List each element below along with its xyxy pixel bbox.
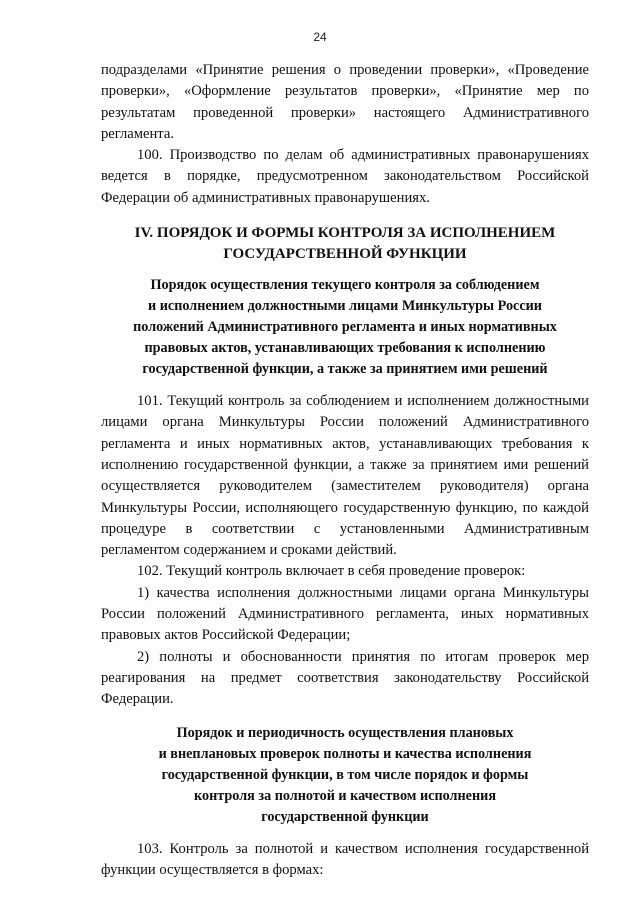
paragraph-100: 100. Производство по делам об административных правонарушениях ведется в порядке, предусмотренном законодательством Российской Федерации об административных правонарушениях. <box>101 147 589 206</box>
section-heading-iv <box>101 223 589 265</box>
paragraph-102-item-1: 1) качества исполнения должностными лицами органа Минкультуры России положений Административного регламента, иных нормативных правовых актов Российской Федерации; <box>101 584 589 644</box>
subheading-line: контроля за полнотой и качеством исполнения <box>194 787 496 804</box>
subheading-line: и внеплановых проверок полноты и качества исполнения <box>158 745 532 762</box>
subheading-line: и исполнением должностными лицами Минкультуры России <box>148 298 542 315</box>
subheading-line: положений Административного регламента и иных нормативных <box>133 319 557 336</box>
paragraph-continuation: подразделами «Принятие решения о проведении проверки», «Проведение проверки», «Оформление результатов проверки», «Принятие мер по результатам проведенной проверки» настоящего Административного регламента. <box>101 62 589 142</box>
subheading-line: правовых актов, устанавливающих требования к исполнению <box>144 340 546 357</box>
paragraph-102: 102. Текущий контроль включает в себя проведение проверок: <box>137 563 526 580</box>
subheading-line: государственной функции, а также за принятием ими решений <box>142 361 548 378</box>
page-number: 24 <box>313 30 327 44</box>
subheading-periodicity <box>101 723 589 828</box>
section-heading-line: ГОСУДАРСТВЕННОЙ ФУНКЦИИ <box>223 246 467 263</box>
page-content <box>101 60 589 881</box>
subheading-line: государственной функции <box>261 808 429 825</box>
paragraph-101: 101. Текущий контроль за соблюдением и исполнением должностными лицами органа Минкультуры России положений Административного регламента и иных нормативных актов, устанавливающих требования к исполнению государственной функции, а также за принятием ими решений осуществляется руководителем (заместителем руководителя) органа Минкультуры России, исполняющего государственную функцию, по каждой процедуре в соответствии с установленными Административным регламентом содержанием и сроками действий. <box>101 393 589 559</box>
subheading-line: Порядок осуществления текущего контроля за соблюдением <box>150 277 540 294</box>
section-heading-line: IV. ПОРЯДОК И ФОРМЫ КОНТРОЛЯ ЗА ИСПОЛНЕНИЕМ <box>134 225 556 242</box>
subheading-line: государственной функции, в том числе порядок и формы <box>161 766 529 783</box>
paragraph-102-item-2: 2) полноты и обоснованности принятия по итогам проверок мер реагирования на предмет соответствия законодательству Российской Федерации. <box>101 648 589 708</box>
paragraph-103: 103. Контроль за полнотой и качеством исполнения государственной функции осуществляется в формах: <box>101 840 589 878</box>
subheading-current-control <box>101 275 589 380</box>
subheading-line: Порядок и периодичность осуществления плановых <box>176 724 514 741</box>
